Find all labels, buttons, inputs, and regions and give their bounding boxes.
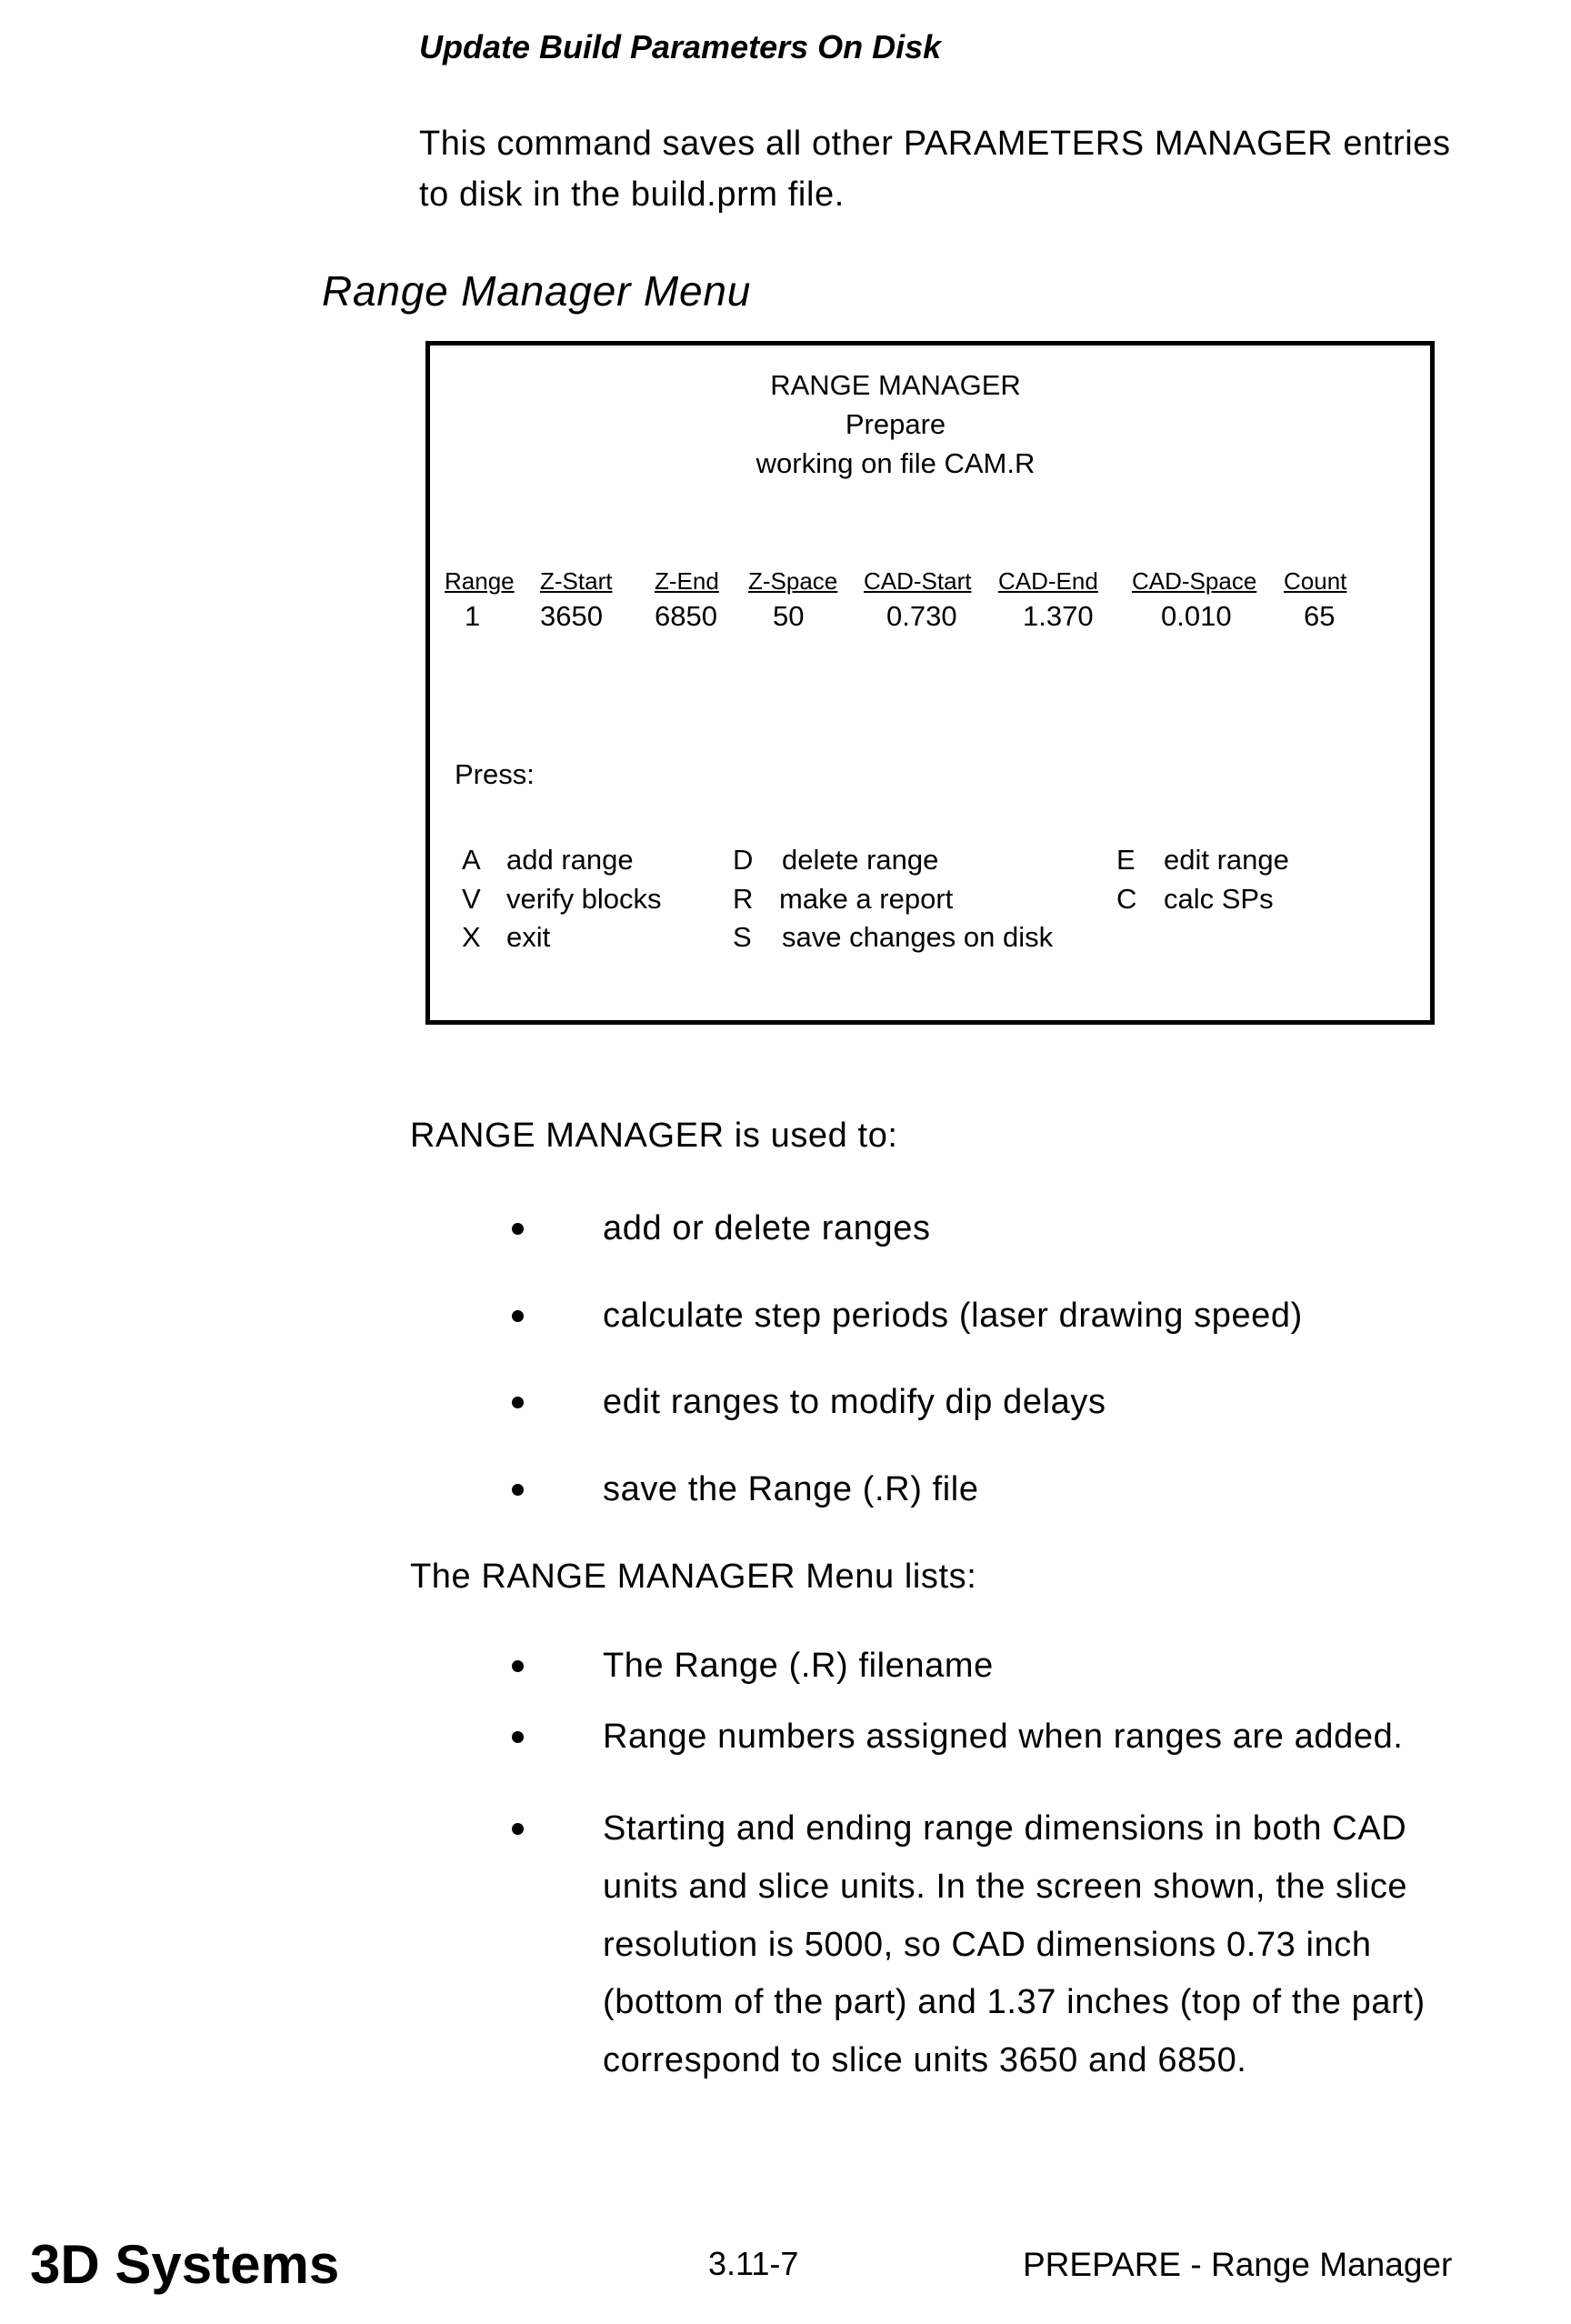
column-header: CAD-End bbox=[998, 569, 1098, 593]
option-key: A bbox=[462, 846, 481, 874]
option-key: R bbox=[733, 885, 753, 913]
bullet-icon bbox=[512, 1397, 524, 1408]
bullet-icon bbox=[512, 1223, 524, 1235]
subheading: Update Build Parameters On Disk bbox=[419, 31, 941, 64]
table-cell: 50 bbox=[773, 602, 804, 630]
list-item: edit ranges to modify dip delays bbox=[603, 1385, 1106, 1419]
option-key: E bbox=[1116, 846, 1136, 874]
option-key: S bbox=[733, 923, 752, 951]
footer-page-number: 3.11-7 bbox=[708, 2248, 798, 2280]
list-item-line: Starting and ending range dimensions in both CAD bbox=[603, 1811, 1406, 1846]
option-label: verify blocks bbox=[506, 885, 662, 913]
uses-intro: RANGE MANAGER is used to: bbox=[410, 1118, 898, 1153]
option-label: exit bbox=[506, 923, 550, 951]
paragraph-line: This command saves all other PARAMETERS MANAGER entries bbox=[419, 126, 1451, 161]
option-label: add range bbox=[506, 846, 634, 874]
list-item-line: correspond to slice units 3650 and 6850. bbox=[603, 2043, 1246, 2078]
table-cell: 6850 bbox=[655, 602, 717, 630]
bullet-icon bbox=[512, 1660, 524, 1672]
footer-section: PREPARE - Range Manager bbox=[1023, 2248, 1452, 2281]
table-cell: 0.730 bbox=[886, 602, 957, 630]
screen-subtitle: Prepare bbox=[846, 410, 946, 438]
section-heading: Range Manager Menu bbox=[322, 270, 751, 312]
option-label: calc SPs bbox=[1164, 885, 1274, 913]
list-item: The Range (.R) filename bbox=[603, 1648, 994, 1683]
option-key: C bbox=[1116, 885, 1136, 913]
table-cell: 3650 bbox=[540, 602, 603, 630]
table-cell: 0.010 bbox=[1161, 602, 1232, 630]
table-cell: 1.370 bbox=[1023, 602, 1094, 630]
option-key: D bbox=[733, 846, 753, 874]
column-header: Z-End bbox=[655, 569, 719, 593]
lists-intro: The RANGE MANAGER Menu lists: bbox=[410, 1559, 976, 1594]
list-item: save the Range (.R) file bbox=[603, 1472, 979, 1507]
footer-company: 3D Systems bbox=[30, 2238, 339, 2292]
screen-file-line: working on file CAM.R bbox=[756, 449, 1036, 477]
list-item: add or delete ranges bbox=[603, 1211, 931, 1246]
list-item-line: units and slice units. In the screen shown, the slice bbox=[603, 1869, 1407, 1904]
column-header: Count bbox=[1284, 569, 1346, 593]
screen-title: RANGE MANAGER bbox=[770, 371, 1021, 399]
table-cell: 65 bbox=[1304, 602, 1335, 630]
column-header: Range bbox=[445, 569, 515, 593]
list-item-line: resolution is 5000, so CAD dimensions 0.73 inch bbox=[603, 1928, 1372, 1962]
column-header: CAD-Start bbox=[864, 569, 971, 593]
list-item-line: (bottom of the part) and 1.37 inches (top of the part) bbox=[603, 1985, 1426, 2019]
paragraph-line: to disk in the build.prm file. bbox=[419, 177, 845, 212]
column-header: Z-Space bbox=[748, 569, 837, 593]
press-label: Press: bbox=[455, 760, 535, 788]
list-item: calculate step periods (laser drawing speed) bbox=[603, 1298, 1303, 1333]
column-header: CAD-Space bbox=[1132, 569, 1256, 593]
option-label: edit range bbox=[1164, 846, 1289, 874]
bullet-icon bbox=[512, 1823, 524, 1835]
option-label: delete range bbox=[782, 846, 938, 874]
bullet-icon bbox=[512, 1731, 524, 1743]
bullet-icon bbox=[512, 1484, 524, 1496]
column-header: Z-Start bbox=[540, 569, 612, 593]
table-cell: 1 bbox=[465, 602, 480, 630]
option-label: make a report bbox=[779, 885, 953, 913]
option-key: X bbox=[462, 923, 481, 951]
bullet-icon bbox=[512, 1310, 524, 1322]
option-label: save changes on disk bbox=[782, 923, 1053, 951]
list-item: Range numbers assigned when ranges are added. bbox=[603, 1719, 1403, 1754]
option-key: V bbox=[462, 885, 481, 913]
